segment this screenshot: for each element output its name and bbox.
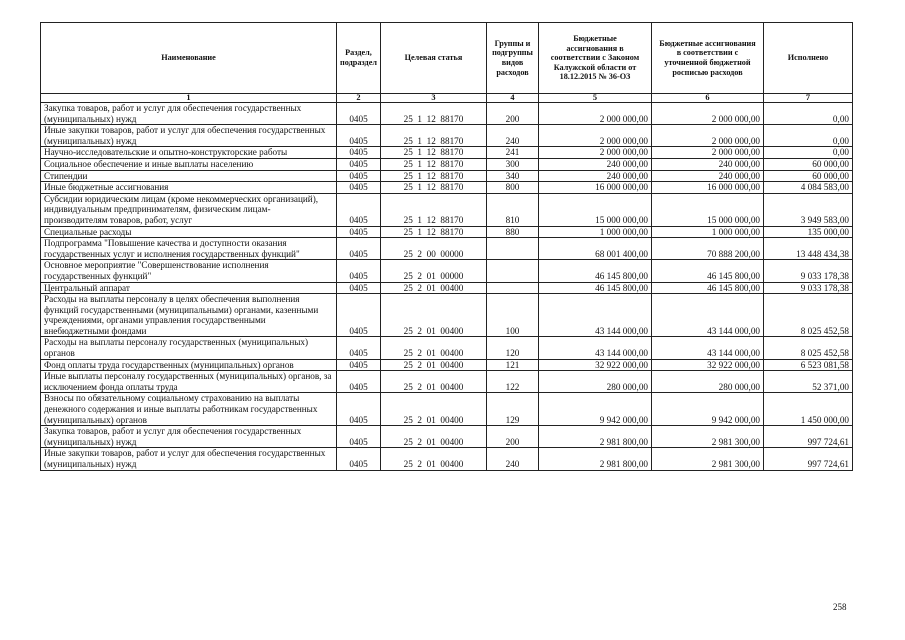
- row-group: 129: [487, 393, 539, 426]
- row-name: Стипендии: [41, 170, 337, 182]
- row-executed: 997 724,61: [764, 426, 853, 448]
- row-name: Взносы по обязательному социальному страхованию на выплаты денежного содержания и иные выплаты работникам государственных (муниципальных) органов: [41, 393, 337, 426]
- table-row: [41, 170, 853, 182]
- row-specified-allocation: 46 145 800,00: [652, 282, 764, 294]
- row-name: Подпрограмма "Повышение качества и доступности оказания государственных услуг и исполнения государственных функций": [41, 238, 337, 260]
- row-law-allocation: 9 942 000,00: [539, 393, 652, 426]
- table-row: [41, 393, 853, 426]
- table-header: [41, 23, 853, 103]
- header-executed: Исполнено: [764, 23, 853, 94]
- header-target: Целевая статья: [381, 23, 487, 94]
- budget-table: [40, 22, 853, 471]
- row-group: 240: [487, 448, 539, 470]
- row-group: 300: [487, 158, 539, 170]
- row-executed: 0,00: [764, 125, 853, 147]
- column-number: 1: [41, 94, 337, 103]
- row-specified-allocation: 2 000 000,00: [652, 103, 764, 125]
- table-row: [41, 147, 853, 159]
- table-row: [41, 282, 853, 294]
- table-row: [41, 193, 853, 226]
- row-specified-allocation: 240 000,00: [652, 170, 764, 182]
- row-section: 0405: [337, 371, 381, 393]
- row-law-allocation: 2 000 000,00: [539, 147, 652, 159]
- page-number: 258: [833, 602, 847, 612]
- row-target-article: 25 2 01 00400: [381, 294, 487, 337]
- row-executed: 4 084 583,00: [764, 182, 853, 194]
- row-name: Закупка товаров, работ и услуг для обеспечения государственных (муниципальных) нужд: [41, 426, 337, 448]
- row-section: 0405: [337, 158, 381, 170]
- row-law-allocation: 2 000 000,00: [539, 125, 652, 147]
- row-name: Основное мероприятие "Совершенствование исполнения государственных функций": [41, 260, 337, 282]
- row-section: 0405: [337, 294, 381, 337]
- row-law-allocation: 43 144 000,00: [539, 337, 652, 359]
- row-target-article: 25 1 12 88170: [381, 147, 487, 159]
- row-group: 240: [487, 125, 539, 147]
- row-executed: 0,00: [764, 147, 853, 159]
- column-number: 6: [652, 94, 764, 103]
- row-name: Специальные расходы: [41, 226, 337, 238]
- row-name: Научно-исследовательские и опытно-конструкторские работы: [41, 147, 337, 159]
- row-executed: 997 724,61: [764, 448, 853, 470]
- row-specified-allocation: 43 144 000,00: [652, 294, 764, 337]
- row-group: 800: [487, 182, 539, 194]
- row-name: Закупка товаров, работ и услуг для обеспечения государственных (муниципальных) нужд: [41, 103, 337, 125]
- row-target-article: 25 2 01 00400: [381, 448, 487, 470]
- row-executed: 9 033 178,38: [764, 282, 853, 294]
- header-groups: Группы и подгруппы видов расходов: [487, 23, 539, 94]
- row-specified-allocation: 46 145 800,00: [652, 260, 764, 282]
- row-specified-allocation: 70 888 200,00: [652, 238, 764, 260]
- row-law-allocation: 32 922 000,00: [539, 359, 652, 371]
- table-row: [41, 294, 853, 337]
- row-law-allocation: 2 000 000,00: [539, 103, 652, 125]
- row-law-allocation: 43 144 000,00: [539, 294, 652, 337]
- row-executed: 6 523 081,58: [764, 359, 853, 371]
- row-name: Иные закупки товаров, работ и услуг для обеспечения государственных (муниципальных) нужд: [41, 448, 337, 470]
- row-executed: 52 371,00: [764, 371, 853, 393]
- row-law-allocation: 68 001 400,00: [539, 238, 652, 260]
- row-target-article: 25 1 12 88170: [381, 125, 487, 147]
- row-group: [487, 238, 539, 260]
- row-group: 880: [487, 226, 539, 238]
- row-executed: 60 000,00: [764, 158, 853, 170]
- row-name: Социальное обеспечение и иные выплаты населению: [41, 158, 337, 170]
- row-target-article: 25 2 01 00400: [381, 359, 487, 371]
- row-target-article: 25 1 12 88170: [381, 170, 487, 182]
- row-law-allocation: 280 000,00: [539, 371, 652, 393]
- row-section: 0405: [337, 182, 381, 194]
- row-specified-allocation: 2 000 000,00: [652, 125, 764, 147]
- row-target-article: 25 2 01 00400: [381, 371, 487, 393]
- row-law-allocation: 16 000 000,00: [539, 182, 652, 194]
- row-section: 0405: [337, 393, 381, 426]
- row-section: 0405: [337, 359, 381, 371]
- table-row: [41, 337, 853, 359]
- row-specified-allocation: 43 144 000,00: [652, 337, 764, 359]
- row-target-article: 25 2 01 00400: [381, 426, 487, 448]
- row-executed: 8 025 452,58: [764, 294, 853, 337]
- row-name: Центральный аппарат: [41, 282, 337, 294]
- row-target-article: 25 2 01 00000: [381, 260, 487, 282]
- row-target-article: 25 1 12 88170: [381, 158, 487, 170]
- row-name: Иные закупки товаров, работ и услуг для обеспечения государственных (муниципальных) нужд: [41, 125, 337, 147]
- row-name: Расходы на выплаты персоналу государственных (муниципальных) органов: [41, 337, 337, 359]
- row-group: 200: [487, 103, 539, 125]
- column-number: 5: [539, 94, 652, 103]
- row-executed: 135 000,00: [764, 226, 853, 238]
- header-specified-allocations: Бюджетные ассигнования в соответствии с уточненной бюджетной росписью расходов: [652, 23, 764, 94]
- row-specified-allocation: 32 922 000,00: [652, 359, 764, 371]
- row-law-allocation: 15 000 000,00: [539, 193, 652, 226]
- row-section: 0405: [337, 238, 381, 260]
- row-specified-allocation: 2 981 300,00: [652, 448, 764, 470]
- row-law-allocation: 240 000,00: [539, 170, 652, 182]
- header-name: Наименование: [41, 23, 337, 94]
- table-row: [41, 448, 853, 470]
- row-name: Субсидии юридическим лицам (кроме некоммерческих организаций), индивидуальным предпринимателям, физическим лицам-производителям товаров, работ, услуг: [41, 193, 337, 226]
- row-executed: 60 000,00: [764, 170, 853, 182]
- column-number: 4: [487, 94, 539, 103]
- table-body: [41, 103, 853, 471]
- column-number: 2: [337, 94, 381, 103]
- table-row: [41, 426, 853, 448]
- row-group: 121: [487, 359, 539, 371]
- row-section: 0405: [337, 103, 381, 125]
- row-target-article: 25 1 12 88170: [381, 193, 487, 226]
- row-executed: 1 450 000,00: [764, 393, 853, 426]
- row-target-article: 25 1 12 88170: [381, 226, 487, 238]
- column-number: 7: [764, 94, 853, 103]
- table-row: [41, 260, 853, 282]
- row-specified-allocation: 9 942 000,00: [652, 393, 764, 426]
- table-row: [41, 158, 853, 170]
- column-number-row: [41, 94, 853, 103]
- row-section: 0405: [337, 426, 381, 448]
- row-law-allocation: 2 981 800,00: [539, 448, 652, 470]
- row-executed: 9 033 178,38: [764, 260, 853, 282]
- row-group: 810: [487, 193, 539, 226]
- row-target-article: 25 1 12 88170: [381, 182, 487, 194]
- row-executed: 8 025 452,58: [764, 337, 853, 359]
- row-executed: 13 448 434,38: [764, 238, 853, 260]
- row-specified-allocation: 15 000 000,00: [652, 193, 764, 226]
- row-section: 0405: [337, 337, 381, 359]
- row-group: 200: [487, 426, 539, 448]
- table-row: [41, 103, 853, 125]
- row-name: Фонд оплаты труда государственных (муниципальных) органов: [41, 359, 337, 371]
- table-row: [41, 182, 853, 194]
- row-section: 0405: [337, 125, 381, 147]
- row-target-article: 25 2 01 00400: [381, 282, 487, 294]
- row-group: 340: [487, 170, 539, 182]
- row-specified-allocation: 280 000,00: [652, 371, 764, 393]
- table-row: [41, 359, 853, 371]
- row-section: 0405: [337, 170, 381, 182]
- row-section: 0405: [337, 282, 381, 294]
- row-target-article: 25 2 01 00400: [381, 337, 487, 359]
- row-law-allocation: 240 000,00: [539, 158, 652, 170]
- row-executed: 3 949 583,00: [764, 193, 853, 226]
- table-row: [41, 371, 853, 393]
- row-group: 100: [487, 294, 539, 337]
- table-row: [41, 226, 853, 238]
- row-target-article: 25 1 12 88170: [381, 103, 487, 125]
- header-section: Раздел, подраздел: [337, 23, 381, 94]
- row-section: 0405: [337, 226, 381, 238]
- row-target-article: 25 2 01 00400: [381, 393, 487, 426]
- row-section: 0405: [337, 193, 381, 226]
- row-section: 0405: [337, 260, 381, 282]
- header-law-allocations: Бюджетные ассигнования в соответствии с Законом Калужской области от 18.12.2015 № 36-ОЗ: [539, 23, 652, 94]
- row-specified-allocation: 2 981 300,00: [652, 426, 764, 448]
- row-name: Расходы на выплаты персоналу в целях обеспечения выполнения функций государственными (муниципальными) органами, казенными учреждениями, органами управления государственными внебюджетными фондами: [41, 294, 337, 337]
- row-law-allocation: 2 981 800,00: [539, 426, 652, 448]
- row-target-article: 25 2 00 00000: [381, 238, 487, 260]
- row-specified-allocation: 240 000,00: [652, 158, 764, 170]
- row-specified-allocation: 2 000 000,00: [652, 147, 764, 159]
- row-law-allocation: 1 000 000,00: [539, 226, 652, 238]
- header-row: [41, 23, 853, 94]
- row-name: Иные выплаты персоналу государственных (муниципальных) органов, за исключением фонда оплаты труда: [41, 371, 337, 393]
- row-specified-allocation: 1 000 000,00: [652, 226, 764, 238]
- row-group: [487, 282, 539, 294]
- row-law-allocation: 46 145 800,00: [539, 260, 652, 282]
- row-group: 120: [487, 337, 539, 359]
- row-law-allocation: 46 145 800,00: [539, 282, 652, 294]
- row-name: Иные бюджетные ассигнования: [41, 182, 337, 194]
- row-section: 0405: [337, 448, 381, 470]
- row-executed: 0,00: [764, 103, 853, 125]
- row-section: 0405: [337, 147, 381, 159]
- table-row: [41, 125, 853, 147]
- row-group: 241: [487, 147, 539, 159]
- column-number: 3: [381, 94, 487, 103]
- row-group: [487, 260, 539, 282]
- table-row: [41, 238, 853, 260]
- row-group: 122: [487, 371, 539, 393]
- row-specified-allocation: 16 000 000,00: [652, 182, 764, 194]
